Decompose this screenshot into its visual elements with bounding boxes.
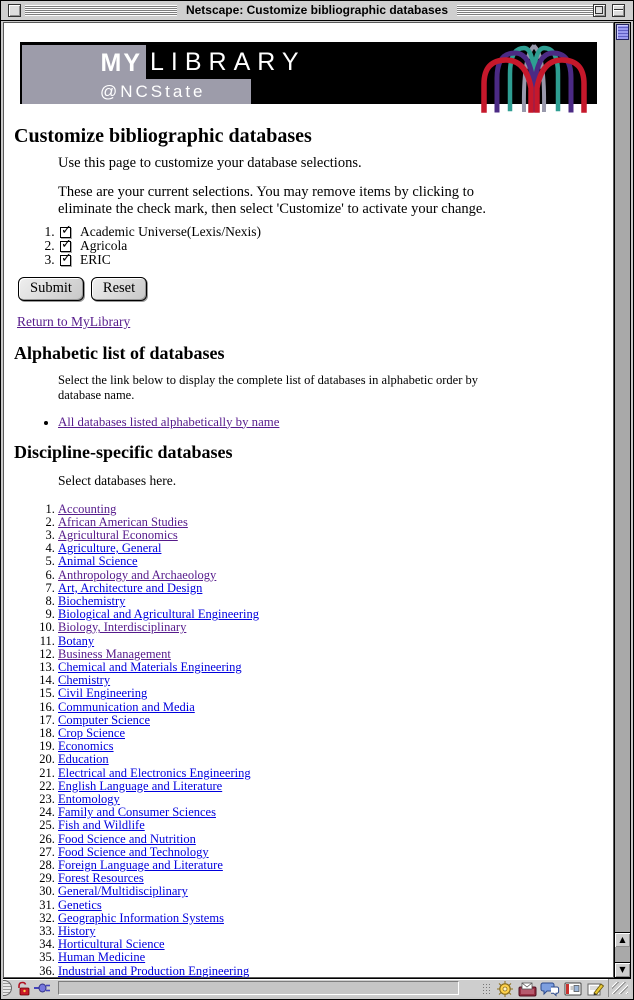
database-category-link[interactable]: Art, Architecture and Design [58, 580, 203, 595]
connection-plug-icon[interactable] [34, 981, 54, 995]
database-category-link[interactable]: Biochemistry [58, 594, 126, 608]
discipline-list-item [58, 621, 607, 634]
alphabetic-section-title: Alphabetic list of databases [14, 343, 225, 364]
all-databases-link[interactable]: All databases listed alphabetically by name [58, 414, 280, 429]
database-category-link[interactable]: Civil Engineering [58, 686, 148, 701]
return-to-mylibrary-link[interactable]: Return to MyLibrary [17, 314, 131, 330]
database-category-link[interactable]: Human Medicine [58, 950, 146, 965]
selection-label: Agricola [80, 237, 128, 253]
database-category-link[interactable]: History [58, 924, 96, 939]
selection-item [58, 253, 607, 267]
checkbox-checked[interactable] [60, 255, 71, 266]
database-category-link[interactable]: Business Management [58, 646, 171, 661]
database-category-link[interactable]: Fish and Wildlife [58, 818, 145, 833]
database-category-link[interactable]: Food Science and Nutrition [58, 831, 196, 846]
brand-library: LIBRARY [150, 48, 306, 76]
address-book-icon[interactable] [564, 981, 582, 997]
database-category-link[interactable]: Industrial and Production Engineering [58, 963, 250, 978]
selections-paragraph-line1: These are your current selections. You may remove items by clicking to [58, 184, 474, 200]
inbox-icon[interactable] [518, 981, 537, 997]
database-category-link[interactable]: Family and Consumer Sciences [58, 805, 216, 820]
database-category-link[interactable]: Chemical and Materials Engineering [58, 660, 242, 675]
discipline-list-item [58, 780, 607, 793]
security-unlocked-icon[interactable] [16, 981, 32, 996]
database-category-link[interactable]: Foreign Language and Literature [58, 858, 223, 873]
status-message-field [58, 981, 459, 995]
database-category-link[interactable]: Anthropology and Archaeology [58, 567, 217, 582]
database-category-link[interactable]: Biology, Interdisciplinary [58, 620, 187, 635]
mylibrary-banner [20, 42, 597, 104]
discipline-list-item [58, 714, 607, 727]
database-category-link[interactable]: Geographic Information Systems [58, 910, 224, 925]
database-category-link[interactable]: Chemistry [58, 673, 111, 688]
discipline-list [12, 503, 607, 992]
brand-my: MY [100, 49, 142, 77]
database-category-link[interactable]: Horticultural Science [58, 937, 165, 952]
resize-grip-icon[interactable] [608, 979, 631, 997]
titlebar-stripes [25, 5, 599, 16]
component-bar-tab[interactable] [3, 980, 12, 996]
scroll-up-arrow-icon[interactable]: ▲ [615, 932, 630, 947]
database-category-link[interactable]: Genetics [58, 897, 102, 912]
discipline-section-title: Discipline-specific databases [14, 441, 233, 462]
database-category-link[interactable]: Electrical and Electronics Engineering [58, 765, 251, 780]
zoom-box-icon[interactable] [593, 4, 606, 17]
discipline-list-item [58, 661, 607, 674]
database-category-link[interactable]: Biological and Agricultural Engineering [58, 607, 259, 622]
collapse-box-icon[interactable] [612, 4, 625, 17]
selections-paragraph [58, 184, 607, 218]
database-category-link[interactable]: Communication and Media [58, 699, 195, 714]
database-category-link[interactable]: Entomology [58, 792, 120, 807]
scroll-down-arrow-icon[interactable]: ▼ [615, 962, 630, 977]
banner-gray-box-bottom [22, 79, 251, 104]
navigator-icon[interactable] [496, 981, 514, 997]
database-category-link[interactable]: African American Studies [58, 514, 188, 529]
intro-paragraph: Use this page to customize your database selections. [58, 155, 362, 171]
selection-item [58, 225, 607, 239]
database-category-link[interactable]: Forest Resources [58, 871, 144, 886]
database-category-link[interactable]: Education [58, 752, 109, 767]
return-link-row [17, 314, 607, 330]
selection-label: Academic Universe(Lexis/Nexis) [80, 224, 262, 239]
brand-ncstate: @NCState [100, 82, 206, 101]
selection-label: ERIC [80, 251, 111, 267]
alphabetic-section-desc [58, 373, 607, 402]
scrollbar-thumb[interactable] [616, 24, 629, 40]
page-content [3, 22, 614, 978]
reset-button[interactable]: Reset [91, 277, 147, 301]
status-bar [3, 978, 631, 997]
discipline-list-item [58, 727, 607, 740]
form-buttons [18, 277, 607, 301]
banner-gray-box-top [22, 45, 146, 79]
database-category-link[interactable]: Botany [58, 633, 95, 648]
page-title: Customize bibliographic databases [14, 125, 312, 147]
database-category-link[interactable]: General/Multidisciplinary [58, 884, 188, 899]
alphabetic-desc-line1: Select the link below to display the complete list of databases in alphabetic order by [58, 373, 479, 388]
database-category-link[interactable]: Food Science and Technology [58, 844, 209, 859]
alphabetic-desc-line2: database name. [58, 387, 135, 402]
ncstate-library-logo-icon [477, 44, 591, 110]
submit-button[interactable]: Submit [18, 277, 84, 301]
close-box-icon[interactable] [8, 4, 21, 17]
alphabetic-link-list [12, 415, 607, 429]
discipline-list-item [58, 740, 607, 753]
database-category-link[interactable]: Agricultural Economics [58, 527, 178, 542]
title-bar[interactable] [1, 1, 633, 21]
database-category-link[interactable]: Animal Science [58, 554, 138, 569]
database-category-link[interactable]: Economics [58, 739, 114, 754]
discussions-icon[interactable] [541, 981, 560, 997]
list-item [58, 415, 607, 429]
database-category-link[interactable]: Computer Science [58, 712, 150, 727]
discipline-list-item [58, 582, 607, 595]
composer-icon[interactable] [586, 981, 605, 997]
database-category-link[interactable]: English Language and Literature [58, 778, 223, 793]
selections-paragraph-line2: eliminate the check mark, then select 'Customize' to activate your change. [58, 201, 486, 217]
discipline-section-desc: Select databases here. [58, 472, 177, 488]
database-category-link[interactable]: Crop Science [58, 726, 125, 741]
component-bar [482, 980, 605, 997]
discipline-list-item [58, 912, 607, 925]
database-category-link[interactable]: Accounting [58, 501, 117, 516]
selection-item [58, 239, 607, 253]
vertical-scrollbar[interactable] [614, 22, 631, 978]
window-title: Netscape: Customize bibliographic databases [1, 1, 633, 21]
selection-list [12, 225, 607, 266]
database-category-link[interactable]: Agriculture, General [58, 541, 162, 556]
component-drag-handle-icon[interactable] [482, 983, 492, 995]
discipline-list-item [58, 885, 607, 898]
discipline-list-item [58, 542, 607, 555]
